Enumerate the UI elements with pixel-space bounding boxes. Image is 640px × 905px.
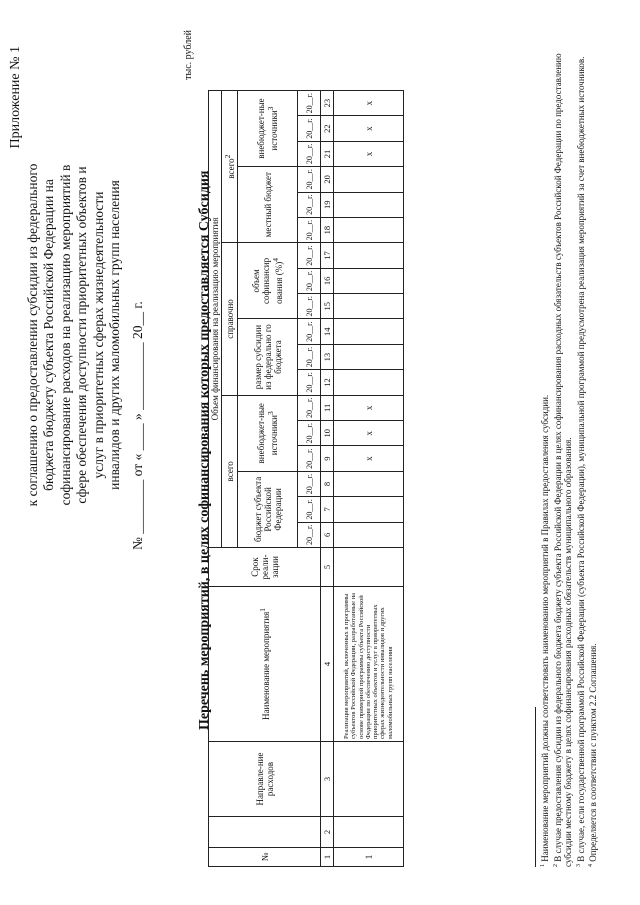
row-number: 1 bbox=[334, 848, 404, 867]
year-cell: 20__г. bbox=[298, 192, 321, 217]
header-reference: справочно bbox=[222, 243, 238, 395]
year-cell: 20__г. bbox=[298, 370, 321, 395]
col-number: 8 bbox=[321, 471, 334, 496]
appendix-line: софинансирование расходов на реализацию мероприятий в bbox=[57, 164, 73, 506]
measures-table bbox=[208, 90, 404, 867]
header-total-2: всего$^2$ bbox=[222, 90, 238, 242]
row-cell bbox=[334, 243, 404, 268]
header-no: № bbox=[209, 848, 321, 867]
row-cell bbox=[334, 192, 404, 217]
col-number: 21 bbox=[321, 141, 334, 166]
year-cell: 20__г. bbox=[298, 421, 321, 446]
header-offbudget-2: внебюджет-ные источники$^3$ bbox=[238, 90, 298, 166]
footnote-separator bbox=[535, 707, 536, 867]
appendix-line: услуг в приоритетных сферах жизнедеятельности bbox=[90, 191, 106, 479]
table-row bbox=[334, 90, 404, 866]
year-cell: 20__г. bbox=[298, 217, 321, 242]
year-cell: 20__г. bbox=[298, 268, 321, 293]
year-cell: 20__г. bbox=[298, 446, 321, 471]
header-name: Наименование мероприятия$^1$ bbox=[209, 587, 321, 742]
row-mark: x bbox=[334, 446, 404, 471]
col-number: 17 bbox=[321, 243, 334, 268]
row-cell bbox=[334, 817, 404, 848]
year-cell: 20__г. bbox=[298, 395, 321, 420]
header-term: Срок реали-зации bbox=[209, 548, 321, 587]
document-heading: Перечень мероприятий, в целях софинансирования которых предоставляется Субсидия bbox=[197, 170, 212, 730]
row-cell bbox=[334, 167, 404, 192]
year-cell: 20__г. bbox=[298, 243, 321, 268]
col-number: 4 bbox=[321, 587, 334, 742]
header-local: местный бюджет bbox=[238, 167, 298, 243]
col-number: 13 bbox=[321, 344, 334, 369]
year-cell: 20__г. bbox=[298, 167, 321, 192]
row-mark: x bbox=[334, 421, 404, 446]
row-cell bbox=[334, 497, 404, 522]
appendix-block bbox=[8, 40, 146, 630]
row-description: Реализация мероприятий, включенных в программы субъектов Российской Федерации, разработанные на основе примерной программы субъекта Российской Федерации по обеспечению доступности приоритетных объектов и услуг в приоритетных сферах жизнедеятельности инвалидов и других маломобильных групп населения bbox=[334, 587, 404, 742]
header-fed-share: размер субсидии из федерально го бюджета bbox=[238, 319, 298, 395]
row-cell bbox=[334, 217, 404, 242]
year-cell: 20__г. bbox=[298, 141, 321, 166]
footnote: $^3$ В случае, если государственной программой Российской Федерации (субъекта Российской Федерации), муниципальной программой предусмотрена реализация мероприятий за счет внебюджетных источников. bbox=[575, 56, 586, 867]
col-number: 14 bbox=[321, 319, 334, 344]
header-blank bbox=[209, 817, 321, 848]
col-number: 19 bbox=[321, 192, 334, 217]
col-number: 11 bbox=[321, 395, 334, 420]
col-number: 7 bbox=[321, 497, 334, 522]
appendix-line: сфере обеспечения доступности приоритетных объектов и bbox=[74, 166, 89, 504]
col-number: 18 bbox=[321, 217, 334, 242]
col-number: 10 bbox=[321, 421, 334, 446]
row-mark: x bbox=[334, 141, 404, 166]
col-number: 5 bbox=[321, 548, 334, 587]
column-number-row bbox=[321, 90, 334, 866]
footnote: $^4$ Определяется в соответствии с пунктом 2.2 Соглашения. bbox=[588, 643, 598, 867]
appendix-line: бюджета бюджету субъекта Российской Федерации на bbox=[41, 179, 56, 491]
col-number: 16 bbox=[321, 268, 334, 293]
row-cell bbox=[334, 522, 404, 547]
year-cell: 20__г. bbox=[298, 471, 321, 496]
agreement-number-line: № ________ от « ____ » __________ 20__ г. bbox=[129, 301, 145, 550]
year-cell: 20__г. bbox=[298, 522, 321, 547]
col-number: 6 bbox=[321, 522, 334, 547]
col-number: 1 bbox=[321, 848, 334, 867]
units-label: тыс. рублей bbox=[183, 30, 194, 80]
appendix-line: инвалидов и других маломобильных групп населения bbox=[107, 180, 122, 490]
col-number: 3 bbox=[321, 742, 334, 817]
row-cell bbox=[334, 319, 404, 344]
header-cofin: объем софинансир ования (%)$^4$ bbox=[238, 243, 298, 319]
footnote: $^2$ В случае предоставления субсидии из федерального бюджета бюджету субъекта Российской Федерации в целях софинансирования расходных обязательств субъектов Российской Федерации по предоставлению субсидии местному бюджету в целях софинансирования расходных обязательств муниципального образования. bbox=[552, 53, 573, 867]
year-cell: 20__г. bbox=[298, 319, 321, 344]
header-offbudget: внебюджет-ные источники$^3$ bbox=[238, 395, 298, 471]
year-cell: 20__г. bbox=[298, 344, 321, 369]
year-cell: 20__г. bbox=[298, 90, 321, 115]
header-direction: Направле-ние расходов bbox=[209, 742, 321, 817]
header-volume: Объем финансирования на реализацию мероприятия bbox=[209, 90, 222, 547]
col-number: 12 bbox=[321, 370, 334, 395]
appendix-line: к соглашению о предоставлении субсидии из федерального bbox=[24, 163, 40, 507]
col-number: 2 bbox=[321, 817, 334, 848]
row-cell bbox=[334, 294, 404, 319]
appendix-title: Приложение № 1 bbox=[8, 46, 23, 149]
footnotes bbox=[535, 37, 599, 867]
footnote: $^1$ Наименование мероприятий должны соответствовать наименованию мероприятий в Правилах предоставления субсидии. bbox=[540, 394, 550, 867]
row-cell bbox=[334, 344, 404, 369]
row-cell bbox=[334, 742, 404, 817]
year-cell: 20__г. bbox=[298, 497, 321, 522]
year-cell: 20__г. bbox=[298, 116, 321, 141]
year-cell: 20__г. bbox=[298, 294, 321, 319]
row-mark: x bbox=[334, 116, 404, 141]
row-cell bbox=[334, 268, 404, 293]
col-number: 15 bbox=[321, 294, 334, 319]
row-mark: x bbox=[334, 90, 404, 115]
col-number: 20 bbox=[321, 167, 334, 192]
row-cell bbox=[334, 471, 404, 496]
row-mark: x bbox=[334, 395, 404, 420]
header-subject-budget: бюджет субъекта Российской Федерации bbox=[238, 471, 298, 547]
col-number: 9 bbox=[321, 446, 334, 471]
row-cell bbox=[334, 370, 404, 395]
col-number: 23 bbox=[321, 90, 334, 115]
row-cell bbox=[334, 548, 404, 587]
header-total: всего bbox=[222, 395, 238, 547]
col-number: 22 bbox=[321, 116, 334, 141]
